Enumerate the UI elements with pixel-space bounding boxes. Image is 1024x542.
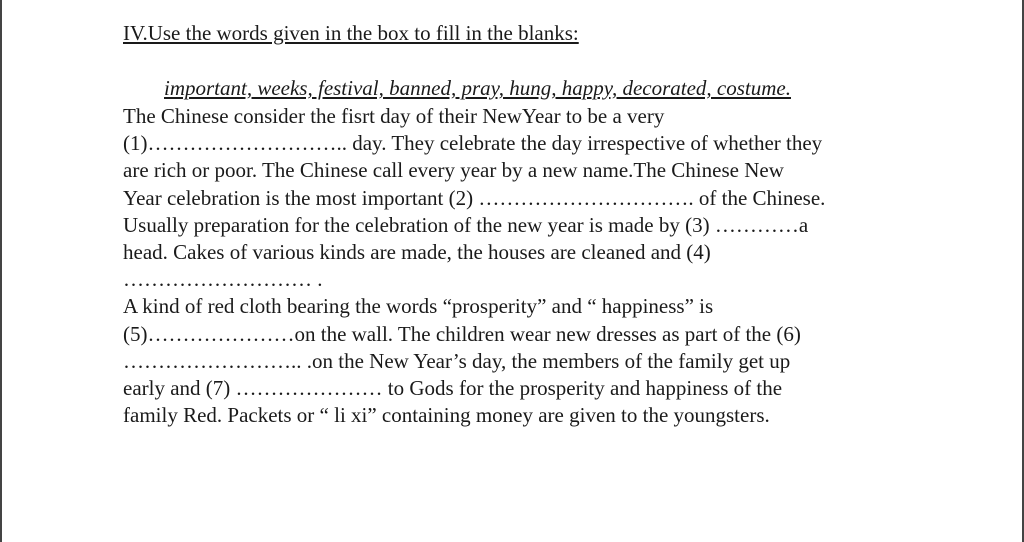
passage-line: A kind of red cloth bearing the words “prosperity” and “ happiness” is	[123, 294, 714, 319]
passage-line: The Chinese consider the fisrt day of their NewYear to be a very	[123, 104, 665, 128]
passage-line: early and (7) ………………… to Gods for the prosperity and happiness of the	[123, 376, 783, 401]
word-box: important, weeks, festival, banned, pray, hung, happy, decorated, costume.	[164, 76, 791, 100]
passage-line: Usually preparation for the celebration of the new year is made by (3) …………a	[123, 212, 809, 237]
exercise-heading: IV.Use the words given in the box to fill in the blanks:	[123, 21, 579, 45]
passage-line: (5)…………………on the wall. The children wear new dresses as part of the (6)	[123, 321, 801, 346]
passage-line: ……………………… .	[123, 267, 323, 292]
passage-line: family Red. Packets or “ li xi” containing money are given to the youngsters.	[123, 403, 770, 428]
passage-line: …………………….. .on the New Year’s day, the members of the family get up	[123, 348, 791, 373]
passage-line: head. Cakes of various kinds are made, the houses are cleaned and (4)	[123, 240, 711, 265]
passage-line: Year celebration is the most important (2) …………………………. of the Chinese.	[123, 185, 826, 210]
passage-line: (1)……………………….. day. They celebrate the day irrespective of whether they	[123, 131, 823, 156]
passage-line: are rich or poor. The Chinese call every year by a new name.The Chinese New	[123, 158, 784, 183]
left-page-border	[0, 0, 2, 542]
passage	[123, 103, 825, 429]
